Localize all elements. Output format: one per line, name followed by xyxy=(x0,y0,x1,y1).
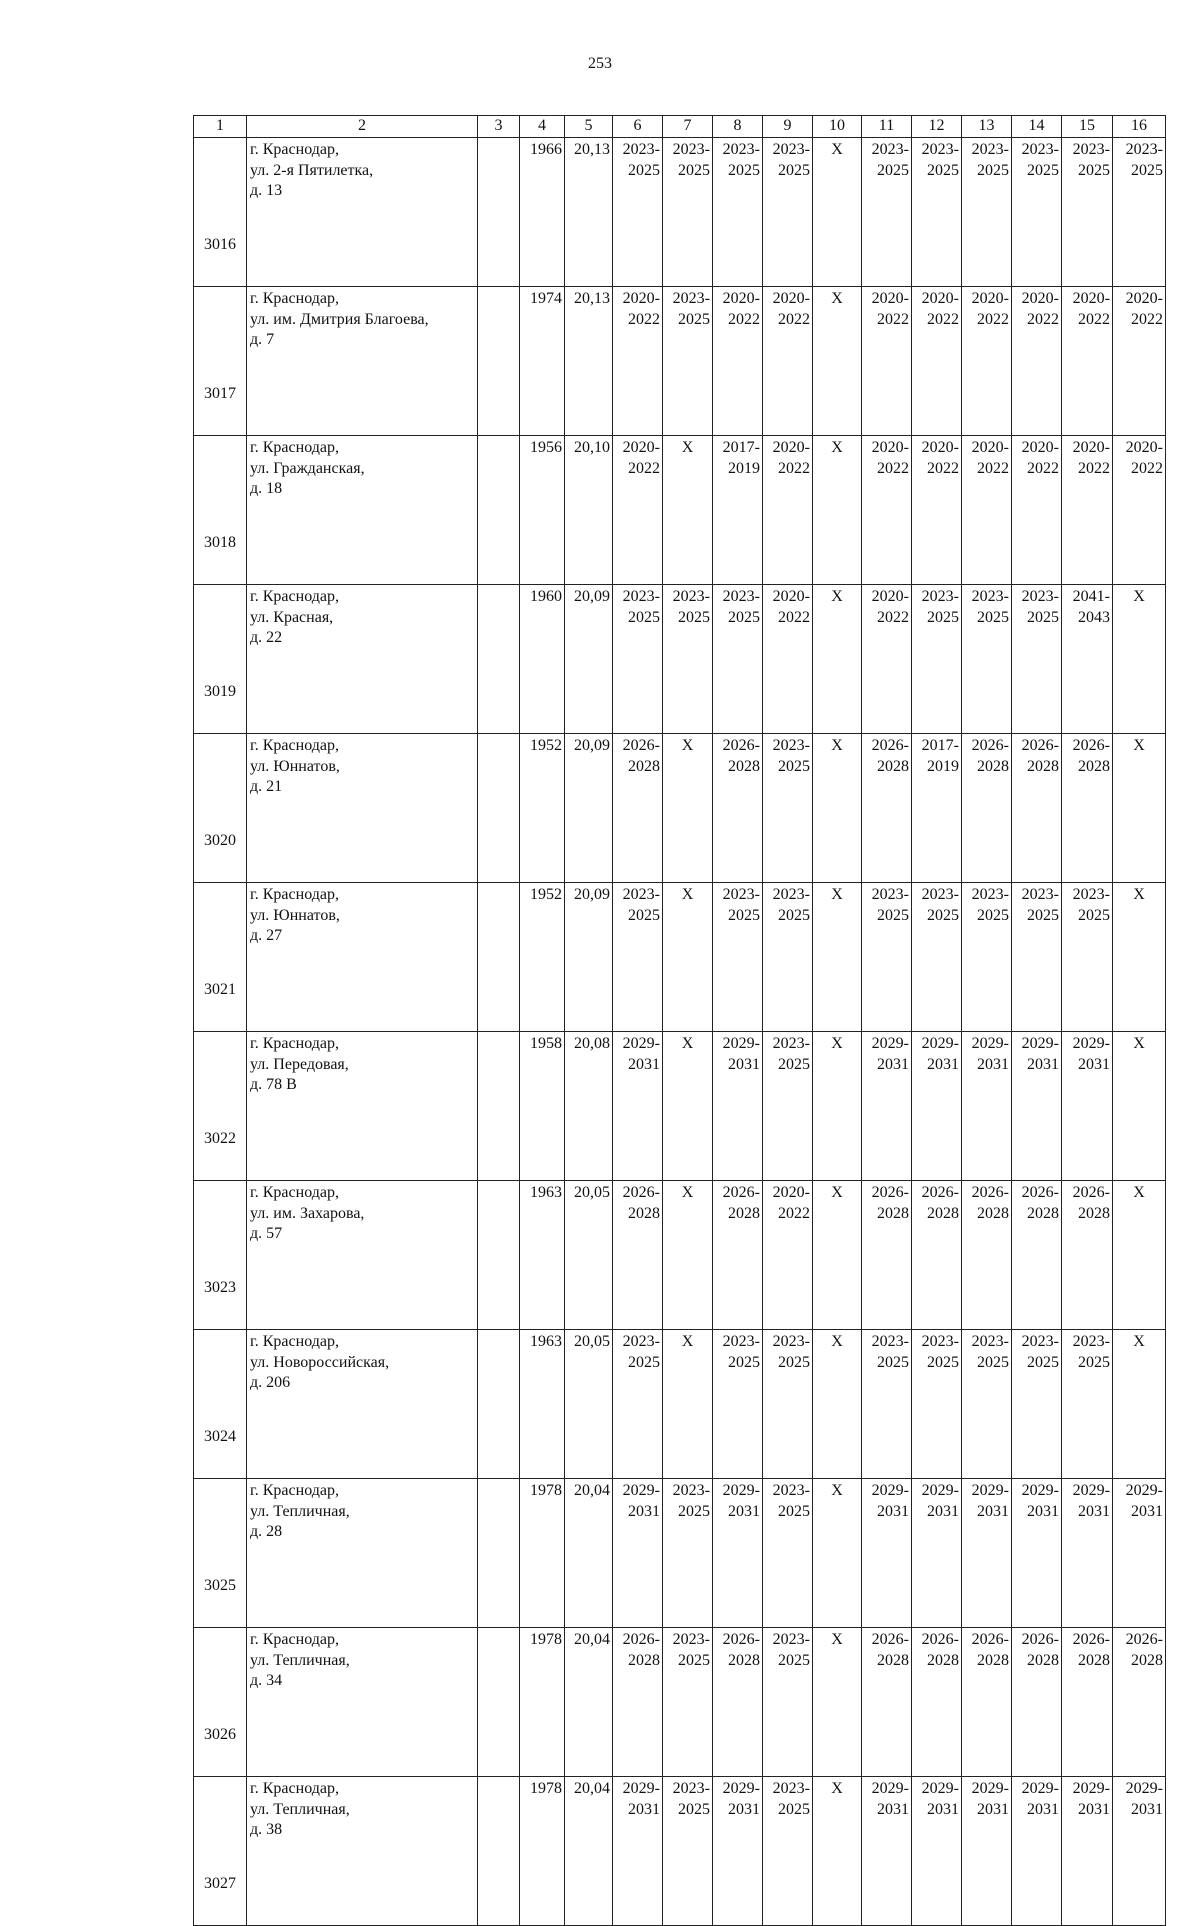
not-applicable-cell: X xyxy=(663,733,713,882)
address-line: д. 27 xyxy=(250,927,283,945)
column-header: 6 xyxy=(613,116,663,138)
address-line: г. Краснодар, xyxy=(250,1034,339,1052)
table-row xyxy=(194,1627,1166,1776)
period-cell: 2023- 2025 xyxy=(1012,137,1062,286)
period-cell: 2023- 2025 xyxy=(763,733,813,882)
address-cell xyxy=(247,435,478,584)
period-cell: 2023- 2025 xyxy=(1062,882,1113,1031)
period-cell: 2023- 2025 xyxy=(1012,882,1062,1031)
period-cell: 2029- 2031 xyxy=(613,1031,663,1180)
housing-registry-table xyxy=(193,115,1166,1926)
address-line: г. Краснодар, xyxy=(250,438,339,456)
period-cell: 2026- 2028 xyxy=(1012,733,1062,882)
period-cell: 2029- 2031 xyxy=(1113,1478,1166,1627)
not-applicable-cell: X xyxy=(663,435,713,584)
table-header xyxy=(194,116,1166,138)
period-cell: 2029- 2031 xyxy=(912,1478,962,1627)
address-line: д. 13 xyxy=(250,182,283,200)
period-cell: 2026- 2028 xyxy=(962,733,1012,882)
address-line: ул. им. Захарова, xyxy=(250,1204,365,1222)
period-cell: 2029- 2031 xyxy=(912,1776,962,1925)
address-cell xyxy=(247,1776,478,1925)
period-cell: 2023- 2025 xyxy=(763,882,813,1031)
period-cell: 2026- 2028 xyxy=(1012,1627,1062,1776)
address-cell xyxy=(247,286,478,435)
period-cell: 2023- 2025 xyxy=(663,1776,713,1925)
period-cell: 2023- 2025 xyxy=(663,137,713,286)
period-cell: 2023- 2025 xyxy=(912,137,962,286)
not-applicable-cell: X xyxy=(663,1180,713,1329)
column-3-cell xyxy=(478,1627,520,1776)
build-year-cell: 1966 xyxy=(520,137,565,286)
period-cell: 2029- 2031 xyxy=(912,1031,962,1180)
not-applicable-cell: X xyxy=(663,1329,713,1478)
column-3-cell xyxy=(478,1776,520,1925)
address-line: г. Краснодар, xyxy=(250,1183,339,1201)
column-3-cell xyxy=(478,1180,520,1329)
address-line: д. 28 xyxy=(250,1523,283,1541)
address-line: д. 18 xyxy=(250,480,283,498)
build-year-cell: 1952 xyxy=(520,882,565,1031)
value-cell: 20,09 xyxy=(565,882,613,1031)
address-line: г. Краснодар, xyxy=(250,587,339,605)
period-cell: 2023- 2025 xyxy=(1113,137,1166,286)
value-cell: 20,10 xyxy=(565,435,613,584)
period-cell: 2023- 2025 xyxy=(713,584,763,733)
period-cell: 2023- 2025 xyxy=(912,882,962,1031)
period-cell: 2020- 2022 xyxy=(962,286,1012,435)
period-cell: 2029- 2031 xyxy=(862,1776,912,1925)
period-cell: 2026- 2028 xyxy=(1113,1627,1166,1776)
table-row xyxy=(194,286,1166,435)
period-cell: 2026- 2028 xyxy=(1012,1180,1062,1329)
period-cell: 2026- 2028 xyxy=(713,1180,763,1329)
row-number: 3019 xyxy=(194,584,247,733)
period-cell: 2029- 2031 xyxy=(1113,1776,1166,1925)
period-cell: 2026- 2028 xyxy=(912,1627,962,1776)
column-header: 8 xyxy=(713,116,763,138)
address-line: ул. Тепличная, xyxy=(250,1800,350,1818)
column-3-cell xyxy=(478,584,520,733)
period-cell: 2023- 2025 xyxy=(962,137,1012,286)
address-line: ул. Тепличная, xyxy=(250,1502,350,1520)
address-cell xyxy=(247,1478,478,1627)
not-applicable-cell: X xyxy=(663,882,713,1031)
row-number: 3021 xyxy=(194,882,247,1031)
period-cell: 2029- 2031 xyxy=(862,1478,912,1627)
not-applicable-cell: X xyxy=(813,137,862,286)
period-cell: 2020- 2022 xyxy=(763,1180,813,1329)
period-cell: 2026- 2028 xyxy=(912,1180,962,1329)
period-cell: 2020- 2022 xyxy=(763,584,813,733)
table-row xyxy=(194,137,1166,286)
period-cell: 2020- 2022 xyxy=(1113,286,1166,435)
row-number: 3016 xyxy=(194,137,247,286)
period-cell: 2026- 2028 xyxy=(862,1627,912,1776)
table-row xyxy=(194,733,1166,882)
address-line: д. 22 xyxy=(250,629,283,647)
period-cell: 2023- 2025 xyxy=(763,1776,813,1925)
period-cell: 2020- 2022 xyxy=(613,286,663,435)
address-line: ул. Передовая, xyxy=(250,1055,349,1073)
period-cell: 2023- 2025 xyxy=(862,1329,912,1478)
period-cell: 2023- 2025 xyxy=(763,1031,813,1180)
address-line: ул. Красная, xyxy=(250,608,334,626)
row-number: 3026 xyxy=(194,1627,247,1776)
period-cell: 2029- 2031 xyxy=(713,1031,763,1180)
period-cell: 2023- 2025 xyxy=(1012,1329,1062,1478)
build-year-cell: 1960 xyxy=(520,584,565,733)
address-cell xyxy=(247,137,478,286)
period-cell: 2026- 2028 xyxy=(613,1180,663,1329)
column-3-cell xyxy=(478,733,520,882)
period-cell: 2026- 2028 xyxy=(1062,733,1113,882)
address-line: г. Краснодар, xyxy=(250,1332,339,1350)
row-number: 3023 xyxy=(194,1180,247,1329)
row-number: 3017 xyxy=(194,286,247,435)
build-year-cell: 1952 xyxy=(520,733,565,882)
column-3-cell xyxy=(478,1478,520,1627)
not-applicable-cell: X xyxy=(813,286,862,435)
value-cell: 20,05 xyxy=(565,1180,613,1329)
period-cell: 2023- 2025 xyxy=(1062,1329,1113,1478)
period-cell: 2029- 2031 xyxy=(862,1031,912,1180)
address-line: г. Краснодар, xyxy=(250,140,339,158)
not-applicable-cell: X xyxy=(1113,733,1166,882)
period-cell: 2020- 2022 xyxy=(912,435,962,584)
value-cell: 20,09 xyxy=(565,733,613,882)
period-cell: 2020- 2022 xyxy=(962,435,1012,584)
column-header: 1 xyxy=(194,116,247,138)
column-header: 16 xyxy=(1113,116,1166,138)
build-year-cell: 1963 xyxy=(520,1329,565,1478)
not-applicable-cell: X xyxy=(1113,1180,1166,1329)
value-cell: 20,13 xyxy=(565,137,613,286)
address-cell xyxy=(247,1180,478,1329)
period-cell: 2029- 2031 xyxy=(1012,1031,1062,1180)
value-cell: 20,04 xyxy=(565,1776,613,1925)
address-cell xyxy=(247,1031,478,1180)
address-line: г. Краснодар, xyxy=(250,1779,339,1797)
period-cell: 2029- 2031 xyxy=(1062,1031,1113,1180)
not-applicable-cell: X xyxy=(813,435,862,584)
period-cell: 2026- 2028 xyxy=(962,1627,1012,1776)
period-cell: 2029- 2031 xyxy=(713,1478,763,1627)
period-cell: 2029- 2031 xyxy=(1062,1776,1113,1925)
address-line: д. 38 xyxy=(250,1821,283,1839)
period-cell: 2020- 2022 xyxy=(713,286,763,435)
period-cell: 2023- 2025 xyxy=(912,1329,962,1478)
column-header: 7 xyxy=(663,116,713,138)
value-cell: 20,08 xyxy=(565,1031,613,1180)
period-cell: 2029- 2031 xyxy=(1012,1776,1062,1925)
period-cell: 2026- 2028 xyxy=(1062,1180,1113,1329)
period-cell: 2020- 2022 xyxy=(1062,435,1113,584)
build-year-cell: 1958 xyxy=(520,1031,565,1180)
not-applicable-cell: X xyxy=(1113,1031,1166,1180)
period-cell: 2023- 2025 xyxy=(613,137,663,286)
address-line: г. Краснодар, xyxy=(250,736,339,754)
column-header: 5 xyxy=(565,116,613,138)
row-number: 3025 xyxy=(194,1478,247,1627)
build-year-cell: 1978 xyxy=(520,1627,565,1776)
period-cell: 2020- 2022 xyxy=(763,286,813,435)
period-cell: 2023- 2025 xyxy=(862,137,912,286)
period-cell: 2023- 2025 xyxy=(1062,137,1113,286)
not-applicable-cell: X xyxy=(813,1478,862,1627)
address-cell xyxy=(247,1329,478,1478)
address-line: г. Краснодар, xyxy=(250,885,339,903)
address-line: ул. Новороссийская, xyxy=(250,1353,390,1371)
period-cell: 2020- 2022 xyxy=(1012,286,1062,435)
column-header: 15 xyxy=(1062,116,1113,138)
address-line: г. Краснодар, xyxy=(250,1630,339,1648)
period-cell: 2026- 2028 xyxy=(613,733,663,882)
period-cell: 2023- 2025 xyxy=(962,1329,1012,1478)
address-line: д. 7 xyxy=(250,331,275,349)
not-applicable-cell: X xyxy=(813,1031,862,1180)
period-cell: 2023- 2025 xyxy=(663,286,713,435)
period-cell: 2026- 2028 xyxy=(613,1627,663,1776)
table-body xyxy=(194,137,1166,1925)
period-cell: 2029- 2031 xyxy=(713,1776,763,1925)
not-applicable-cell: X xyxy=(1113,584,1166,733)
period-cell: 2029- 2031 xyxy=(962,1478,1012,1627)
value-cell: 20,09 xyxy=(565,584,613,733)
period-cell: 2017- 2019 xyxy=(912,733,962,882)
period-cell: 2023- 2025 xyxy=(962,584,1012,733)
column-header: 2 xyxy=(247,116,478,138)
address-line: ул. Юннатов, xyxy=(250,757,340,775)
not-applicable-cell: X xyxy=(1113,1329,1166,1478)
period-cell: 2023- 2025 xyxy=(1012,584,1062,733)
column-3-cell xyxy=(478,286,520,435)
address-line: д. 57 xyxy=(250,1225,283,1243)
page-number: 253 xyxy=(588,55,612,72)
column-3-cell xyxy=(478,882,520,1031)
column-3-cell xyxy=(478,1031,520,1180)
column-header: 9 xyxy=(763,116,813,138)
address-cell xyxy=(247,584,478,733)
table-row xyxy=(194,1031,1166,1180)
period-cell: 2029- 2031 xyxy=(962,1776,1012,1925)
address-line: ул. 2-я Пятилетка, xyxy=(250,161,374,179)
build-year-cell: 1956 xyxy=(520,435,565,584)
row-number: 3018 xyxy=(194,435,247,584)
not-applicable-cell: X xyxy=(813,1776,862,1925)
period-cell: 2029- 2031 xyxy=(1012,1478,1062,1627)
period-cell: 2023- 2025 xyxy=(613,584,663,733)
period-cell: 2026- 2028 xyxy=(713,733,763,882)
value-cell: 20,04 xyxy=(565,1478,613,1627)
header-row xyxy=(194,116,1166,138)
period-cell: 2023- 2025 xyxy=(613,1329,663,1478)
column-header: 14 xyxy=(1012,116,1062,138)
period-cell: 2020- 2022 xyxy=(912,286,962,435)
period-cell: 2026- 2028 xyxy=(862,1180,912,1329)
period-cell: 2026- 2028 xyxy=(962,1180,1012,1329)
period-cell: 2017- 2019 xyxy=(713,435,763,584)
address-line: г. Краснодар, xyxy=(250,1481,339,1499)
not-applicable-cell: X xyxy=(813,882,862,1031)
row-number: 3020 xyxy=(194,733,247,882)
address-line: ул. Юннатов, xyxy=(250,906,340,924)
not-applicable-cell: X xyxy=(813,1329,862,1478)
column-3-cell xyxy=(478,435,520,584)
not-applicable-cell: X xyxy=(813,733,862,882)
address-line: д. 21 xyxy=(250,778,283,796)
period-cell: 2026- 2028 xyxy=(1062,1627,1113,1776)
table-row xyxy=(194,584,1166,733)
table-row xyxy=(194,435,1166,584)
period-cell: 2029- 2031 xyxy=(962,1031,1012,1180)
period-cell: 2026- 2028 xyxy=(713,1627,763,1776)
period-cell: 2023- 2025 xyxy=(713,1329,763,1478)
period-cell: 2023- 2025 xyxy=(613,882,663,1031)
not-applicable-cell: X xyxy=(813,1627,862,1776)
column-3-cell xyxy=(478,137,520,286)
period-cell: 2020- 2022 xyxy=(862,584,912,733)
row-number: 3024 xyxy=(194,1329,247,1478)
period-cell: 2029- 2031 xyxy=(1062,1478,1113,1627)
value-cell: 20,13 xyxy=(565,286,613,435)
period-cell: 2020- 2022 xyxy=(1113,435,1166,584)
period-cell: 2029- 2031 xyxy=(613,1478,663,1627)
column-3-cell xyxy=(478,1329,520,1478)
period-cell: 2026- 2028 xyxy=(862,733,912,882)
build-year-cell: 1974 xyxy=(520,286,565,435)
address-cell xyxy=(247,733,478,882)
period-cell: 2023- 2025 xyxy=(663,584,713,733)
period-cell: 2023- 2025 xyxy=(713,882,763,1031)
period-cell: 2023- 2025 xyxy=(912,584,962,733)
period-cell: 2020- 2022 xyxy=(1012,435,1062,584)
period-cell: 2023- 2025 xyxy=(763,1478,813,1627)
column-header: 13 xyxy=(962,116,1012,138)
not-applicable-cell: X xyxy=(813,584,862,733)
address-line: д. 34 xyxy=(250,1672,283,1690)
row-number: 3027 xyxy=(194,1776,247,1925)
table-row xyxy=(194,1329,1166,1478)
build-year-cell: 1978 xyxy=(520,1478,565,1627)
not-applicable-cell: X xyxy=(813,1180,862,1329)
period-cell: 2023- 2025 xyxy=(763,1627,813,1776)
period-cell: 2020- 2022 xyxy=(862,286,912,435)
column-header: 11 xyxy=(862,116,912,138)
period-cell: 2023- 2025 xyxy=(663,1627,713,1776)
period-cell: 2020- 2022 xyxy=(1062,286,1113,435)
column-header: 3 xyxy=(478,116,520,138)
period-cell: 2020- 2022 xyxy=(862,435,912,584)
column-header: 10 xyxy=(813,116,862,138)
address-cell xyxy=(247,882,478,1031)
column-header: 4 xyxy=(520,116,565,138)
column-header: 12 xyxy=(912,116,962,138)
address-line: д. 206 xyxy=(250,1374,291,1392)
address-line: ул. им. Дмитрия Благоева, xyxy=(250,310,429,328)
row-number: 3022 xyxy=(194,1031,247,1180)
period-cell: 2020- 2022 xyxy=(763,435,813,584)
period-cell: 2029- 2031 xyxy=(613,1776,663,1925)
value-cell: 20,05 xyxy=(565,1329,613,1478)
period-cell: 2023- 2025 xyxy=(663,1478,713,1627)
table-row xyxy=(194,1180,1166,1329)
period-cell: 2023- 2025 xyxy=(962,882,1012,1031)
period-cell: 2041- 2043 xyxy=(1062,584,1113,733)
address-line: ул. Тепличная, xyxy=(250,1651,350,1669)
period-cell: 2023- 2025 xyxy=(763,137,813,286)
address-cell xyxy=(247,1627,478,1776)
address-line: ул. Гражданская, xyxy=(250,459,365,477)
period-cell: 2023- 2025 xyxy=(862,882,912,1031)
address-line: г. Краснодар, xyxy=(250,289,339,307)
period-cell: 2020- 2022 xyxy=(613,435,663,584)
table-row xyxy=(194,882,1166,1031)
build-year-cell: 1978 xyxy=(520,1776,565,1925)
period-cell: 2023- 2025 xyxy=(763,1329,813,1478)
table-row xyxy=(194,1478,1166,1627)
address-line: д. 78 В xyxy=(250,1076,297,1094)
period-cell: 2023- 2025 xyxy=(713,137,763,286)
not-applicable-cell: X xyxy=(663,1031,713,1180)
build-year-cell: 1963 xyxy=(520,1180,565,1329)
not-applicable-cell: X xyxy=(1113,882,1166,1031)
table-row xyxy=(194,1776,1166,1925)
value-cell: 20,04 xyxy=(565,1627,613,1776)
